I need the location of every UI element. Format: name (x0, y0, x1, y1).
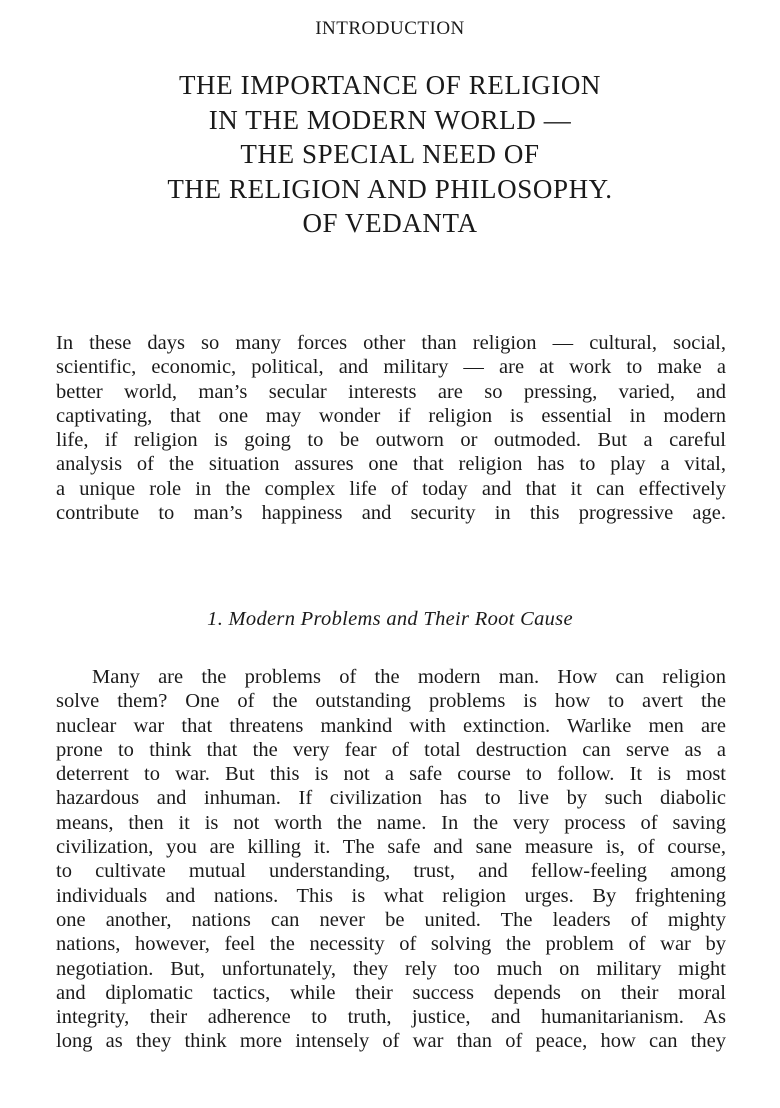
text-line: better world, man’s secular interests are so pressing, varied, and (56, 380, 726, 403)
title-line: OF VEDANTA (302, 208, 478, 238)
title-line: IN THE MODERN WORLD — (208, 104, 572, 135)
text-line: deterrent to war. But this is not a safe course to follow. It is most (56, 763, 726, 786)
text-line: one another, nations can never be united. The leaders of mighty (56, 908, 726, 931)
text-line: In these days so many forces other than religion — cultural, social, (56, 332, 726, 354)
text-line: prone to think that the very fear of total destruction can serve as a (56, 738, 726, 761)
text-line: hazardous and inhuman. If civilization has to live by such diabolic (56, 787, 726, 810)
chapter-title (0, 68, 780, 241)
text-line: analysis of the situation assures one that religion has to play a vital, (56, 453, 726, 476)
section-heading: 1. Modern Problems and Their Root Cause (207, 608, 573, 630)
text-line: nuclear war that threatens mankind with extinction. Warlike men are (56, 714, 726, 737)
text-line: long as they think more intensely of war than of peace, how can they (56, 1030, 726, 1053)
text-line: solve them? One of the outstanding problems is how to avert the (56, 690, 726, 713)
section-paragraph (56, 665, 726, 1054)
text-line: to cultivate mutual understanding, trust, and fellow-feeling among (56, 860, 726, 883)
text-line: contribute to man’s happiness and security in this progressive age. (56, 502, 726, 525)
title-line: THE IMPORTANCE OF RELIGION (178, 70, 602, 100)
text-line: and diplomatic tactics, while their success depends on their moral (56, 981, 726, 1004)
intro-paragraph (56, 331, 726, 525)
text-line: means, then it is not worth the name. In the very process of saving (56, 811, 726, 834)
text-line: a unique role in the complex life of today and that it can effectively (56, 477, 726, 500)
text-line: life, if religion is going to be outworn or outmoded. But a careful (56, 429, 726, 452)
text-line: scientific, economic, political, and military — are at work to make a (56, 356, 726, 379)
text-line: integrity, their adherence to truth, justice, and humanitarianism. As (56, 1006, 726, 1029)
text-line: nations, however, feel the necessity of solving the problem of war by (56, 933, 726, 956)
title-line: THE RELIGION AND PHILOSOPHY. (167, 173, 613, 204)
text-line: individuals and nations. This is what religion urges. By frightening (56, 884, 726, 907)
chapter-kicker: INTRODUCTION (315, 18, 465, 39)
text-line: Many are the problems of the modern man. How can religion (92, 666, 726, 688)
text-line: captivating, that one may wonder if religion is essential in modern (56, 404, 726, 427)
text-line: civilization, you are killing it. The safe and sane measure is, of course, (56, 836, 726, 859)
title-line: THE SPECIAL NEED OF (240, 139, 540, 169)
text-line: negotiation. But, unfortunately, they rely too much on military might (56, 957, 726, 980)
